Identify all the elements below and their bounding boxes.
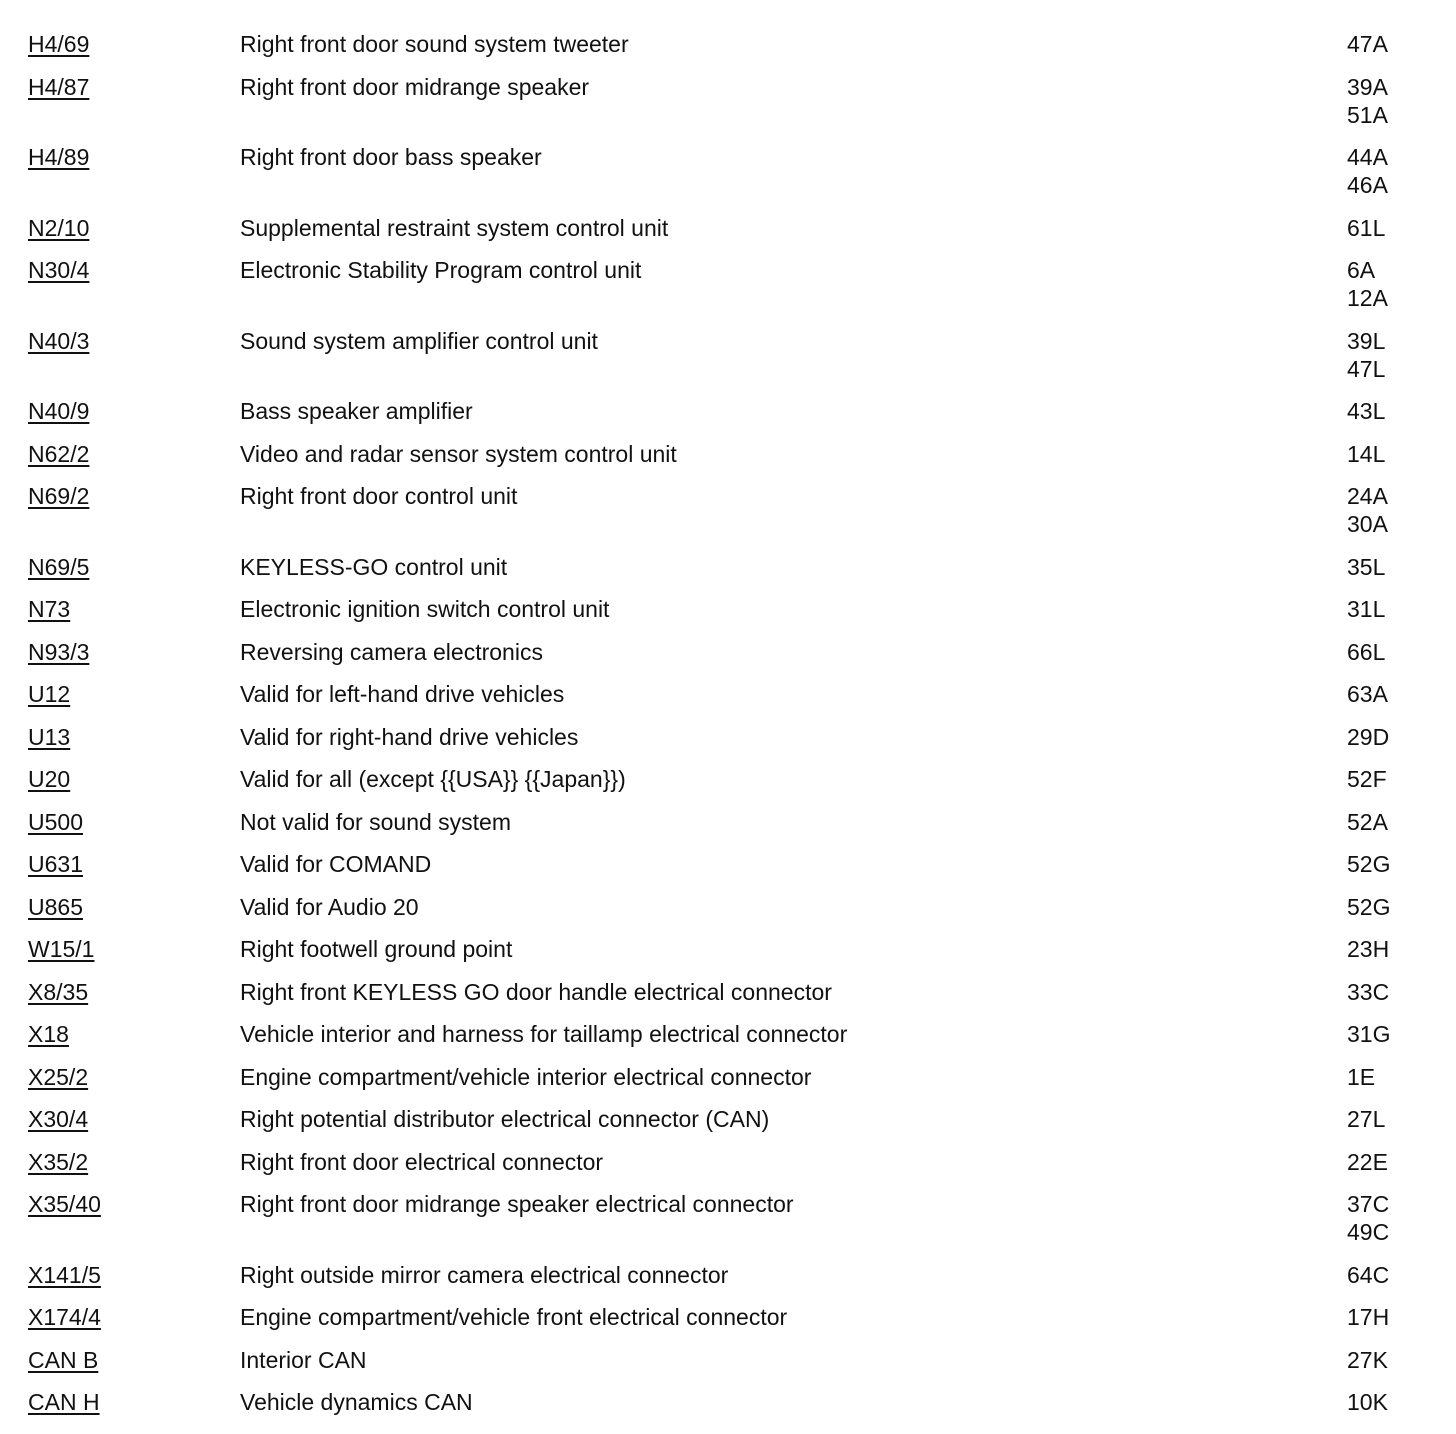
grid-reference: 43L (1347, 398, 1386, 424)
grid-reference-list (1347, 553, 1437, 581)
component-code-link[interactable]: N73 (28, 596, 71, 622)
legend-row (0, 595, 1456, 638)
component-description: Supplemental restraint system control unit (240, 214, 669, 241)
grid-reference-list (1347, 256, 1437, 312)
component-description: Electronic ignition switch control unit (240, 596, 610, 622)
grid-reference-list (1347, 1190, 1437, 1246)
legend-row (0, 893, 1456, 936)
grid-reference: 31L (1347, 596, 1386, 622)
component-code-link[interactable]: N2/10 (28, 214, 90, 241)
grid-reference-list (1347, 978, 1437, 1006)
legend-row (0, 327, 1456, 398)
grid-reference: 64C (1347, 1261, 1390, 1288)
grid-reference: 31G (1347, 1021, 1391, 1047)
grid-reference-list (1347, 723, 1437, 751)
grid-reference-list (1347, 143, 1437, 199)
grid-reference: 35L (1347, 553, 1386, 580)
component-code-link[interactable]: N30/4 (28, 257, 90, 283)
component-description: Valid for Audio 20 (240, 893, 419, 920)
component-description: Right front door sound system tweeter (240, 31, 629, 57)
grid-reference: 30A (1347, 511, 1388, 537)
component-code-link[interactable]: X35/40 (28, 1191, 101, 1217)
grid-reference-list (1347, 440, 1437, 468)
legend-row (0, 30, 1456, 73)
grid-reference: 47A (1347, 31, 1388, 57)
grid-reference: 33C (1347, 978, 1390, 1005)
component-description: Vehicle interior and harness for taillamp electrical connector (240, 1021, 848, 1047)
grid-reference: 52G (1347, 893, 1391, 920)
legend-row (0, 1190, 1456, 1261)
component-code-link[interactable]: U631 (28, 851, 83, 877)
legend-row (0, 1346, 1456, 1389)
legend-row (0, 73, 1456, 144)
grid-reference: 39L (1347, 327, 1386, 354)
legend-row (0, 553, 1456, 596)
component-code-link[interactable]: H4/87 (28, 73, 90, 100)
component-description: Reversing camera electronics (240, 638, 543, 665)
grid-reference: 63A (1347, 681, 1388, 707)
legend-row (0, 1148, 1456, 1191)
legend-row (0, 397, 1456, 440)
component-code-link[interactable]: X35/2 (28, 1148, 89, 1175)
component-code-link[interactable]: X174/4 (28, 1304, 101, 1330)
component-code-link[interactable]: X18 (28, 1021, 69, 1047)
grid-reference: 23H (1347, 936, 1390, 962)
grid-reference: 52F (1347, 766, 1387, 792)
grid-reference: 44A (1347, 144, 1388, 170)
legend-row (0, 1063, 1456, 1106)
grid-reference: 37C (1347, 1191, 1390, 1217)
grid-reference: 27L (1347, 1106, 1386, 1132)
component-code-link[interactable]: X30/4 (28, 1106, 89, 1132)
grid-reference: 49C (1347, 1219, 1390, 1245)
legend-row (0, 482, 1456, 553)
component-description: Interior CAN (240, 1346, 367, 1373)
legend-row (0, 765, 1456, 808)
grid-reference-list (1347, 214, 1437, 242)
component-code-link[interactable]: U13 (28, 723, 71, 750)
legend-row (0, 850, 1456, 893)
legend-row (0, 143, 1456, 214)
component-description: Right front KEYLESS GO door handle electrical connector (240, 978, 832, 1005)
grid-reference-list (1347, 638, 1437, 666)
grid-reference: 46A (1347, 172, 1388, 198)
grid-reference: 39A (1347, 73, 1388, 100)
component-description: Right front door bass speaker (240, 144, 542, 170)
legend-row (0, 935, 1456, 978)
legend-row (0, 808, 1456, 851)
legend-row (0, 1303, 1456, 1346)
component-description: Vehicle dynamics CAN (240, 1389, 473, 1415)
grid-reference-list (1347, 1388, 1437, 1416)
grid-reference-list (1347, 482, 1437, 538)
grid-reference: 66L (1347, 638, 1386, 665)
component-code-link[interactable]: N62/2 (28, 440, 90, 467)
component-description: Not valid for sound system (240, 808, 512, 835)
component-code-link[interactable]: U500 (28, 808, 83, 835)
legend-row (0, 1105, 1456, 1148)
component-code-link[interactable]: N40/3 (28, 327, 90, 354)
grid-reference: 27K (1347, 1346, 1388, 1373)
legend-row (0, 638, 1456, 681)
legend-row (0, 440, 1456, 483)
grid-reference: 61L (1347, 214, 1386, 241)
grid-reference-list (1347, 1020, 1437, 1048)
grid-reference-list (1347, 397, 1437, 425)
grid-reference-list (1347, 680, 1437, 708)
component-code-link[interactable]: N69/5 (28, 553, 90, 580)
grid-reference: 17H (1347, 1304, 1390, 1330)
grid-reference: 51A (1347, 101, 1388, 128)
legend-row (0, 1261, 1456, 1304)
component-description: Electronic Stability Program control unit (240, 257, 642, 283)
component-description: Bass speaker amplifier (240, 398, 473, 424)
component-code-link[interactable]: N40/9 (28, 398, 90, 424)
grid-reference-list (1347, 30, 1437, 58)
component-description: Right front door electrical connector (240, 1148, 604, 1175)
component-code-link[interactable]: CAN B (28, 1346, 99, 1373)
component-description: Video and radar sensor system control unit (240, 440, 677, 467)
component-description: Engine compartment/vehicle front electrical connector (240, 1304, 788, 1330)
component-description: Valid for right-hand drive vehicles (240, 723, 579, 750)
grid-reference-list (1347, 1148, 1437, 1176)
component-description: Valid for all (except {{USA}} {{Japan}}) (240, 766, 626, 792)
grid-reference: 47L (1347, 355, 1386, 382)
component-description: Right potential distributor electrical connector (CAN) (240, 1106, 770, 1132)
component-description: Right front door midrange speaker electrical connector (240, 1191, 794, 1217)
component-code-link[interactable]: U12 (28, 681, 71, 707)
component-code-link[interactable]: X141/5 (28, 1261, 101, 1288)
component-code-link[interactable]: H4/89 (28, 144, 90, 170)
component-description: Sound system amplifier control unit (240, 327, 598, 354)
legend-row (0, 1020, 1456, 1063)
grid-reference: 24A (1347, 483, 1388, 509)
grid-reference-list (1347, 808, 1437, 836)
component-code-link[interactable]: X25/2 (28, 1063, 89, 1090)
component-code-link[interactable]: U865 (28, 893, 83, 920)
grid-reference: 52A (1347, 808, 1388, 835)
grid-reference: 22E (1347, 1148, 1388, 1175)
grid-reference-list (1347, 73, 1437, 129)
component-code-link[interactable]: W15/1 (28, 936, 95, 962)
grid-reference-list (1347, 1346, 1437, 1374)
legend-row (0, 723, 1456, 766)
grid-reference-list (1347, 935, 1437, 963)
component-code-link[interactable]: N93/3 (28, 638, 90, 665)
legend-row (0, 680, 1456, 723)
grid-reference: 14L (1347, 440, 1386, 467)
component-description: Right footwell ground point (240, 936, 513, 962)
legend-row (0, 978, 1456, 1021)
grid-reference: 52G (1347, 851, 1391, 877)
grid-reference-list (1347, 1303, 1437, 1331)
grid-reference: 10K (1347, 1389, 1388, 1415)
grid-reference: 1E (1347, 1063, 1376, 1090)
component-description: Valid for COMAND (240, 851, 432, 877)
grid-reference: 6A (1347, 257, 1376, 283)
grid-reference: 29D (1347, 723, 1390, 750)
component-description: Valid for left-hand drive vehicles (240, 681, 565, 707)
component-code-link[interactable]: U20 (28, 766, 71, 792)
component-code-link[interactable]: X8/35 (28, 978, 89, 1005)
component-description: Right front door midrange speaker (240, 73, 590, 100)
component-description: Engine compartment/vehicle interior electrical connector (240, 1063, 812, 1090)
legend-row (0, 256, 1456, 327)
grid-reference-list (1347, 850, 1437, 878)
grid-reference-list (1347, 893, 1437, 921)
grid-reference-list (1347, 1261, 1437, 1289)
component-description: KEYLESS-GO control unit (240, 553, 508, 580)
component-description: Right outside mirror camera electrical connector (240, 1261, 729, 1288)
grid-reference-list (1347, 595, 1437, 623)
legend-row (0, 1388, 1456, 1431)
legend-row (0, 214, 1456, 257)
component-code-link[interactable]: N69/2 (28, 483, 90, 509)
component-code-link[interactable]: H4/69 (28, 31, 90, 57)
grid-reference-list (1347, 1105, 1437, 1133)
component-description: Right front door control unit (240, 483, 518, 509)
grid-reference-list (1347, 765, 1437, 793)
grid-reference: 12A (1347, 285, 1388, 311)
component-code-link[interactable]: CAN H (28, 1389, 100, 1415)
grid-reference-list (1347, 327, 1437, 383)
grid-reference-list (1347, 1063, 1437, 1091)
